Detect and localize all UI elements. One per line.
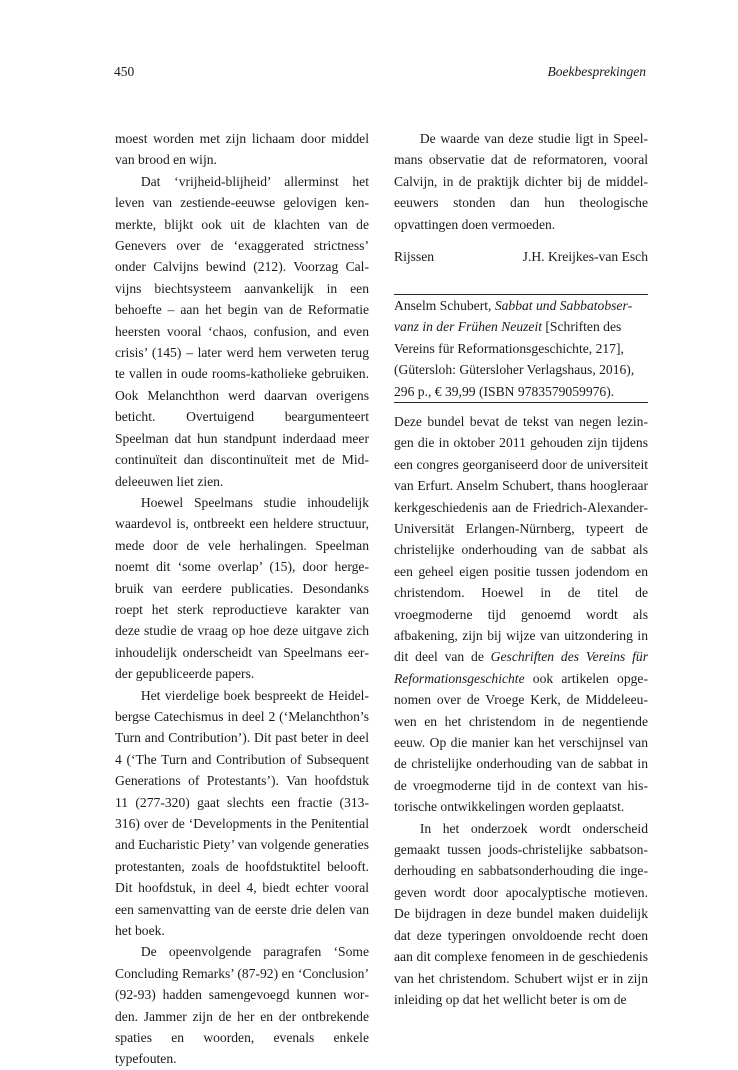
review-body — [394, 411, 648, 1010]
running-head: Boekbesprekingen — [547, 64, 646, 79]
signature-place: Rijssen — [394, 248, 435, 264]
text-run: Deze bundel bevat de tekst van negen lezingen die in oktober 2011 gehouden zijn tijdens een congres georganiseerd door de universiteit van Erfurt. Anselm Schubert, thans hoogleraar kerkgeschiedenis aan de Friedrich-Alexander-Universität Erlangen-Nürnberg, typeert de christelijke onderhouding van de sabbat als een geheel eigen positie tussen jodendom en christendom. Hoewel in de titel de vroegmoderne tijd genoemd wordt als afbakening, zijn bij wijze van uitzondering in dit deel van de — [394, 413, 648, 665]
signature-reviewer: J.H. Kreijkes-van Esch — [522, 248, 648, 264]
paragraph — [394, 411, 648, 818]
paragraph: De opeenvolgende paragrafen ‘Some Concluding Remarks’ (87-92) en ‘Conclusion’ (92-93) hadden samengevoegd kunnen worden. Jammer zijn de her en der ontbrekende spaties en woorden, evenals enkele typefouten. — [115, 944, 369, 1067]
divider-bottom — [394, 402, 648, 403]
paragraph: moest worden met zijn lichaam door middel van brood en wijn. — [115, 131, 369, 168]
paragraph: Hoewel Speelmans studie inhoudelijk waardevol is, ontbreekt een heldere structuur, mede door de vele herhalingen. Speelman noemt dit ‘some overlap’ (15), door hergebruik van eerdere publicaties. Desondanks roept het sterk reproductieve karakter van deze studie de vraag op hoe deze uitgave zich inhoudelijk onderscheidt van Speelmans eerder gepubliceerde papers. — [115, 494, 369, 682]
book-citation — [394, 295, 648, 402]
book-title: Sabbat und Sabbatobservanz in der Frühen Neuzeit — [394, 297, 633, 335]
left-column — [115, 128, 369, 1070]
review-signature — [394, 246, 648, 267]
series-title: Geschriften des Vereins für Reformationsgeschichte — [394, 649, 648, 686]
page-header — [114, 64, 646, 84]
paragraph: De waarde van deze studie ligt in Speelmans observatie dat de reformatoren, vooral Calvijn, in de praktijk dichter bij de middeleeuwers stonden dan hun theologische opvattingen doen vermoeden. — [394, 131, 648, 232]
book-details: [Schriften des Vereins für Reformationsgeschichte, 217], (Gütersloh: Gütersloher Verlagshaus, 2016), 296 p., € 39,99 (ISBN 9783579059976). — [394, 319, 635, 399]
page-number: 450 — [114, 64, 135, 79]
paragraph: Het vierdelige boek bespreekt de Heidelbergse Catechismus in deel 2 (‘Melanchthon’s Turn and Contribution’). Dit past beter in deel 4 (‘The Turn and Contribution of Subsequent Generations of Protestants’). Van hoofdstuk 11 (277-320) gaat slechts een fractie (313-316) over de ‘Developments in the Penitential and Eucharistic Piety’ van volgende generaties protestanten, zoals de hoofdstuktitel belooft. Dit hoofdstuk, in deel 4, biedt echter vooral een samenvatting van de eerste drie delen van het boek. — [115, 687, 369, 939]
paragraph: In het onderzoek wordt onderscheid gemaakt tussen joods-christelijke sabbatsonderhouding en sabbatsonderhouding die ingegeven wordt door apocalyptische motieven. De bijdragen in deze bundel maken duidelijk dat deze typeringen onvoldoende recht doen aan dit complexe fenomeen in de geschiedenis van het christendom. Schubert wijst er in zijn inleiding op dat het wellicht beter is om de — [394, 820, 648, 1007]
right-column — [394, 128, 648, 1010]
paragraph: Dat ‘vrijheid-blijheid’ allerminst het leven van zestiende-eeuwse gelovigen kenmerkte, blijkt ook uit de klachten van de Genevers over de ‘exaggerated strictness’ onder Calvijns bewind (212). Voorzag Calvijns biechtsysteem aanvankelijk in een behoefte – aan het begin van de Reformatie heersten vooral ‘chaos, confusion, and even crisis’ (145) – later werd hem verweten terug te vallen in oude rooms-katholieke gebruiken. Ook Melanchthon werd daarvan overigens beticht. Overtuigend beargumenteert Speelman dat hun standpunt inderdaad meer continuïteit dan discontinuïteit met de Middeleeuwen liet zien. — [115, 173, 369, 489]
text-run: ook artikelen opgenomen over de Vroege Kerk, de Middeleeuwen en het christendom in de negentiende eeuw. Op die manier kan het verschijnsel van de christelijke onderhouding van de sabbat in de vroegmoderne tijd in de context van historische ontwikkelingen worden geplaatst. — [394, 670, 648, 815]
book-author: Anselm Schubert, — [394, 297, 495, 313]
